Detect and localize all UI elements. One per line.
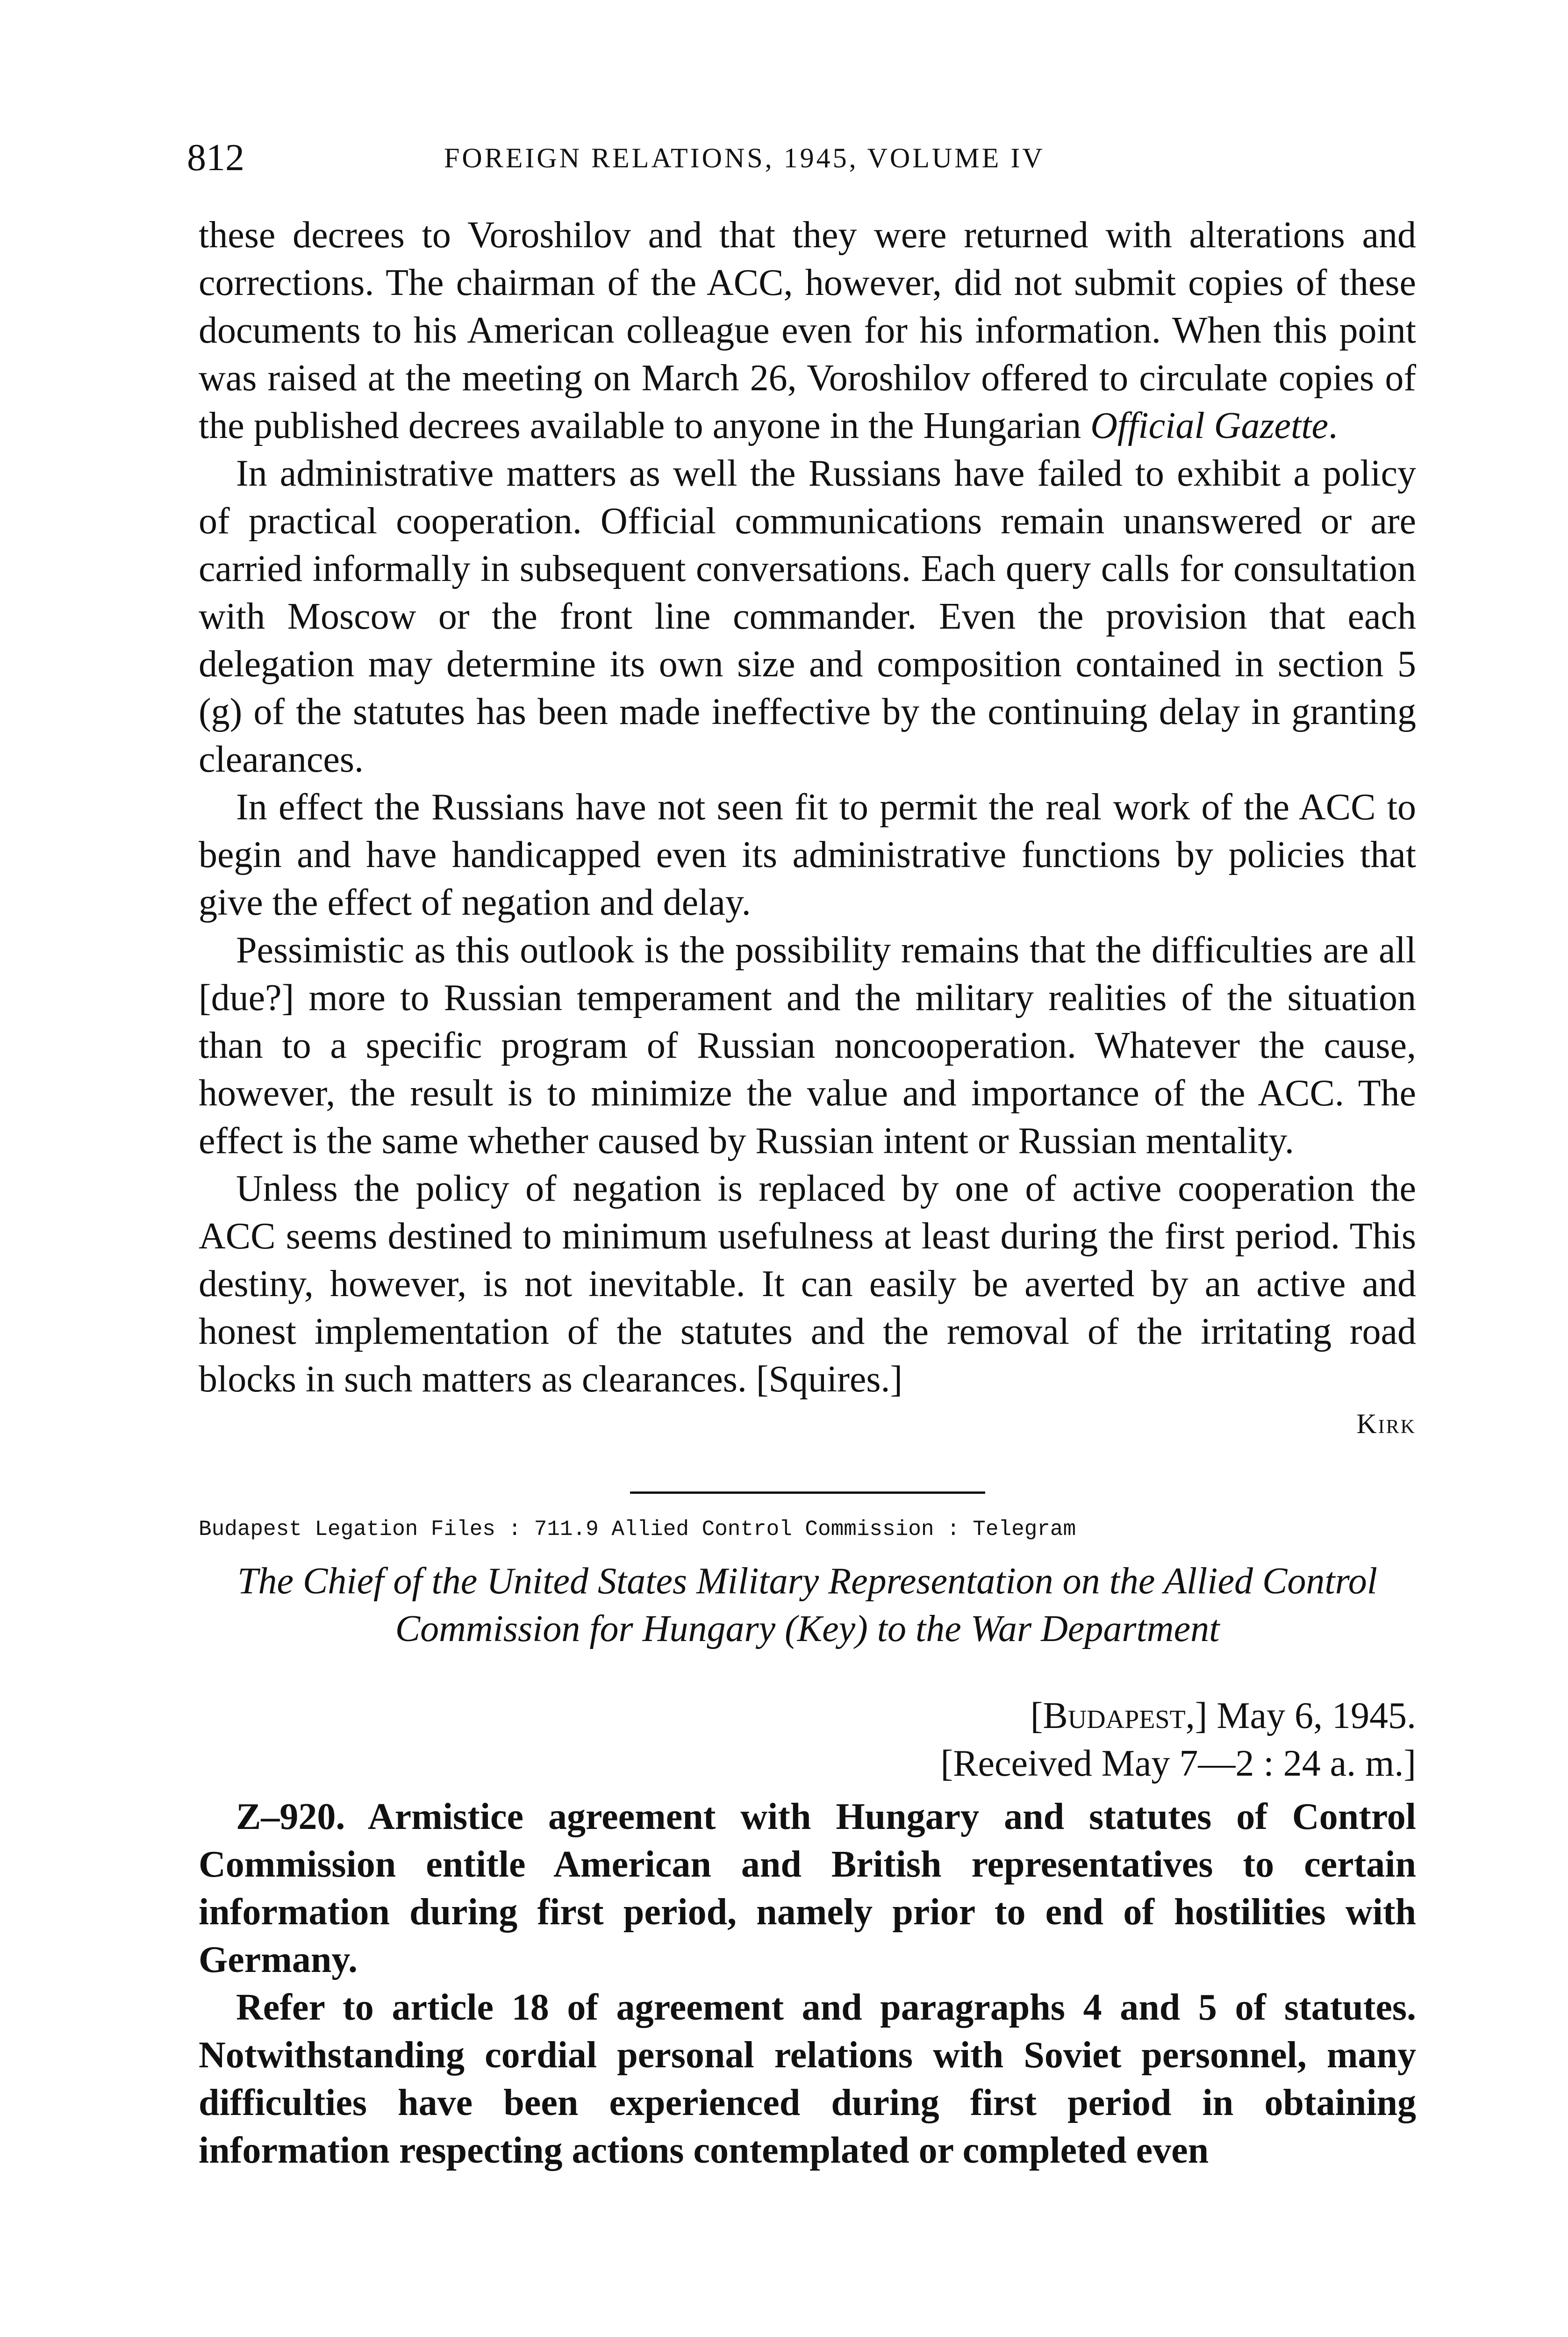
- italic-publication-title: Official Gazette: [1090, 405, 1328, 446]
- page-header: [187, 136, 1449, 192]
- file-reference: Budapest Legation Files : 711.9 Allied Control Commission : Telegram: [199, 1517, 1076, 1541]
- paragraph-text: these decrees to Voroshilov and that they were returned with alterations and corrections. The chairman of the ACC, however, did not submit copies of these documents to his American colleague even for his information. When this point was raised at the meeting on March 26, Voroshilov offered to circulate copies of the published decrees available to anyone in the Hungarian: [199, 215, 1416, 446]
- paragraph-pessimistic: Pessimistic as this outlook is the possibility remains that the difficulties are all [due?] more to Russian temperament and the military realities of the situation than to a specific program of Russian noncooperation. Whatever the cause, however, the result is to minimize the value and importance of the ACC. The effect is the same whether caused by Russian intent or Russian mentality.: [199, 930, 1416, 1161]
- received-line: [Received May 7—2 : 24 a. m.]: [940, 1743, 1416, 1784]
- paragraph-administrative: In administrative matters as well the Russians have failed to exhibit a policy of practical cooperation. Official communications remain unanswered or are carried informally in subsequent conversations. Each query calls for consultation with Moscow or the front line commander. Even the provision that each delegation may determine its own size and composition contained in section 5 (g) of the statutes has been made ineffective by the continuing delay in granting clearances.: [199, 453, 1416, 780]
- signature: Kirk: [1356, 1408, 1416, 1439]
- section-divider: [630, 1491, 985, 1494]
- paragraph-end: .: [1328, 405, 1338, 446]
- dateline-place: Budapest,: [1043, 1695, 1195, 1736]
- paragraph-continued: [199, 211, 1416, 450]
- dateline: [Budapest,] May 6, 1945.: [1030, 1695, 1416, 1736]
- dateline-date: May 6, 1945.: [1207, 1695, 1416, 1736]
- page-body: [199, 211, 1416, 2174]
- running-head: FOREIGN RELATIONS, 1945, VOLUME IV: [444, 143, 1045, 173]
- paragraph-unless: Unless the policy of negation is replaced by one of active cooperation the ACC seems destined to minimum usefulness at least during the first period. This destiny, however, is not inevitable. It can easily be averted by an active and honest implementation of the statutes and the removal of the irritating road blocks in such matters as clearances. [Squires.]: [199, 1168, 1416, 1400]
- telegram-body: [199, 1793, 1416, 2174]
- document-title: The Chief of the United States Military Representation on the Allied Control Commission for Hungary (Key) to the War Department: [237, 1561, 1377, 1649]
- telegram-paragraph: Refer to article 18 of agreement and paragraphs 4 and 5 of statutes. Notwithstanding cordial personal relations with Soviet personnel, many difficulties have been experienced during first period in obtaining information respecting actions contemplated or completed even: [199, 1987, 1416, 2171]
- paragraph-effect: In effect the Russians have not seen fit to permit the real work of the ACC to begin and have handicapped even its administrative functions by policies that give the effect of negation and delay.: [199, 787, 1416, 923]
- telegram-paragraph: Z–920. Armistice agreement with Hungary and statutes of Control Commission entitle American and British representatives to certain information during first period, namely prior to end of hostilities with Germany.: [199, 1796, 1416, 1980]
- page-number: 812: [187, 136, 244, 179]
